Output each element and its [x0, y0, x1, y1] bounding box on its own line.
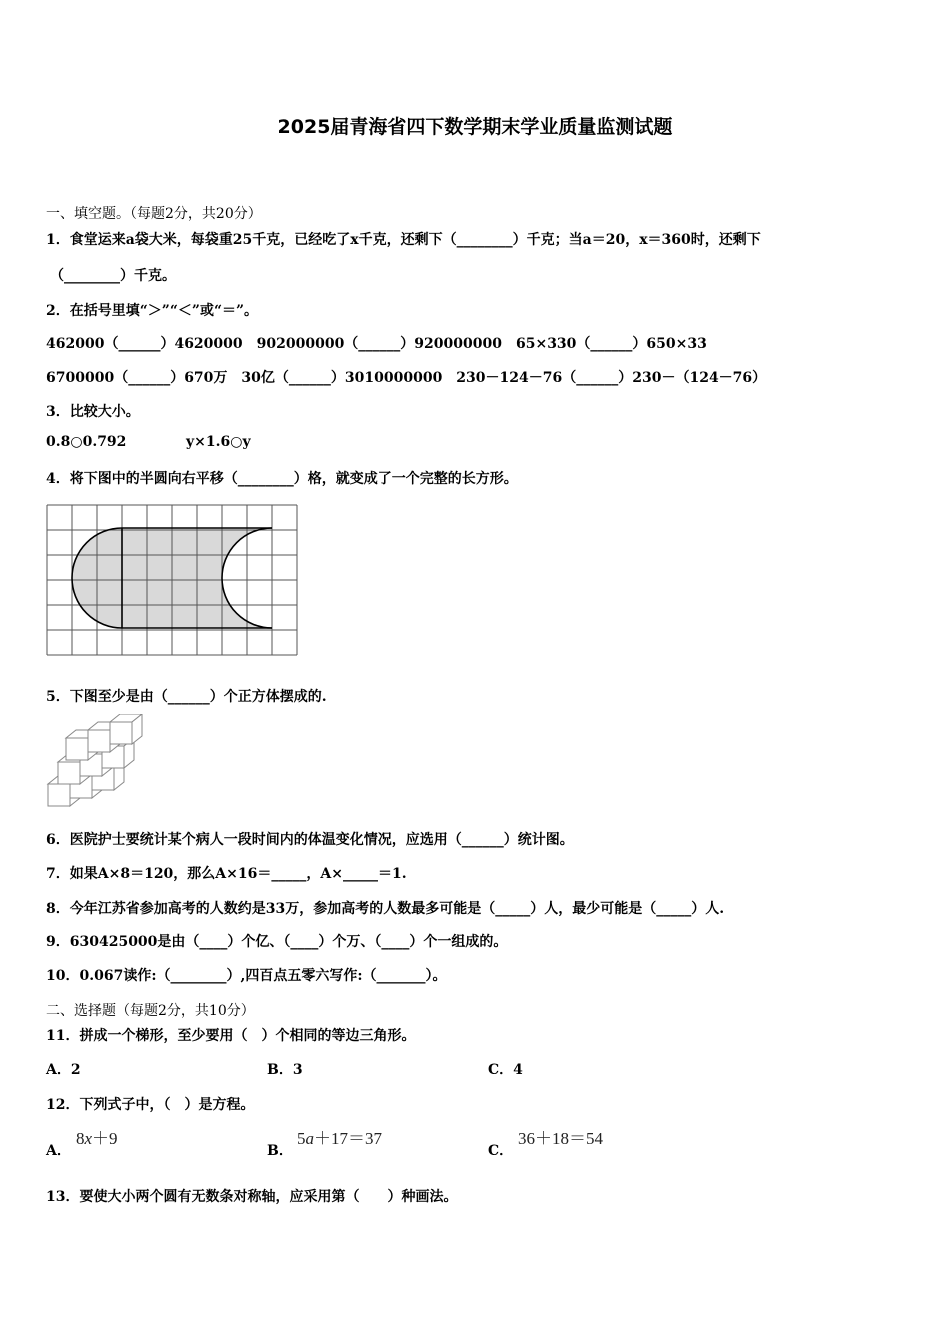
- q4-text: 4．将下图中的半圆向右平移（________）格，就变成了一个完整的长方形。: [46, 471, 518, 487]
- q12-text: 12．下列式子中，（ ）是方程。: [46, 1097, 255, 1113]
- section-fill-in-header: 一、填空题。（每题2分，共20分）: [46, 206, 262, 222]
- q1-line2: （________）千克。: [50, 268, 176, 284]
- q5-text: 5．下图至少是由（______）个正方体摆成的.: [46, 689, 327, 705]
- q3-text: 3．比较大小。: [46, 404, 140, 420]
- cube-stack: [48, 714, 142, 806]
- q2-text: 2．在括号里填“＞”“＜”或“＝”。: [46, 303, 259, 319]
- q11-option-c: C．4: [488, 1062, 523, 1078]
- section-choice-header: 二、选择题（每题2分，共10分）: [46, 1003, 255, 1019]
- q2-row2: 6700000（______）670万 30亿（______）3010000000 230－124－76（______）230－（124－76）: [46, 370, 767, 386]
- q11-option-a: A．2: [46, 1062, 81, 1078]
- q3-compare-b: y×1.6○y: [186, 434, 251, 450]
- q12-option-c-label: C．: [488, 1143, 514, 1159]
- q2-row1: 462000（______）4620000 902000000（______）920000000 65×330（______）650×33: [46, 336, 707, 352]
- q10-text: 10．0.067读作:（________）,四百点五零六写作:（_______）。: [46, 968, 447, 984]
- q3-compare-a: 0.8○0.792: [46, 434, 127, 450]
- cube-front: [66, 738, 88, 760]
- q4-grid-figure: [45, 503, 301, 657]
- q12-option-a-label: A．: [46, 1143, 71, 1159]
- cube-front: [48, 784, 70, 806]
- cube-front: [110, 722, 132, 744]
- q11-text: 11．拼成一个梯形，至少要用（ ）个相同的等边三角形。: [46, 1028, 416, 1044]
- cube-front: [58, 762, 80, 784]
- q13-text: 13．要使大小两个圆有无数条对称轴，应采用第（ ）种画法。: [46, 1189, 458, 1205]
- q6-text: 6．医院护士要统计某个病人一段时间内的体温变化情况，应选用（______）统计图。: [46, 832, 574, 848]
- q7-text: 7．如果A×8＝120，那么A×16＝_____，A×_____＝1.: [46, 866, 407, 882]
- q1-line1: 1．食堂运来a袋大米，每袋重25千克，已经吃了x千克，还剩下（________）千克；当a＝20，x＝360时，还剩下: [46, 232, 761, 248]
- q12-option-b-label: B．: [267, 1143, 293, 1159]
- q11-option-b: B．3: [267, 1062, 303, 1078]
- q9-text: 9．630425000是由（____）个亿、（____）个万、（____）个一组成的。: [46, 934, 508, 950]
- page-title: 2025届青海省四下数学期末学业质量监测试题: [277, 116, 673, 138]
- q5-cubes-figure: [44, 714, 144, 810]
- q12-option-c-expr: 36＋18＝54: [518, 1129, 603, 1148]
- q8-text: 8．今年江苏省参加高考的人数约是33万，参加高考的人数最多可能是（_____）人，最少可能是（_____）人.: [46, 901, 725, 917]
- q12-option-a-expr: 8x＋9: [76, 1129, 118, 1148]
- cube-front: [88, 730, 110, 752]
- q12-option-b-expr: 5a＋17＝37: [297, 1129, 382, 1148]
